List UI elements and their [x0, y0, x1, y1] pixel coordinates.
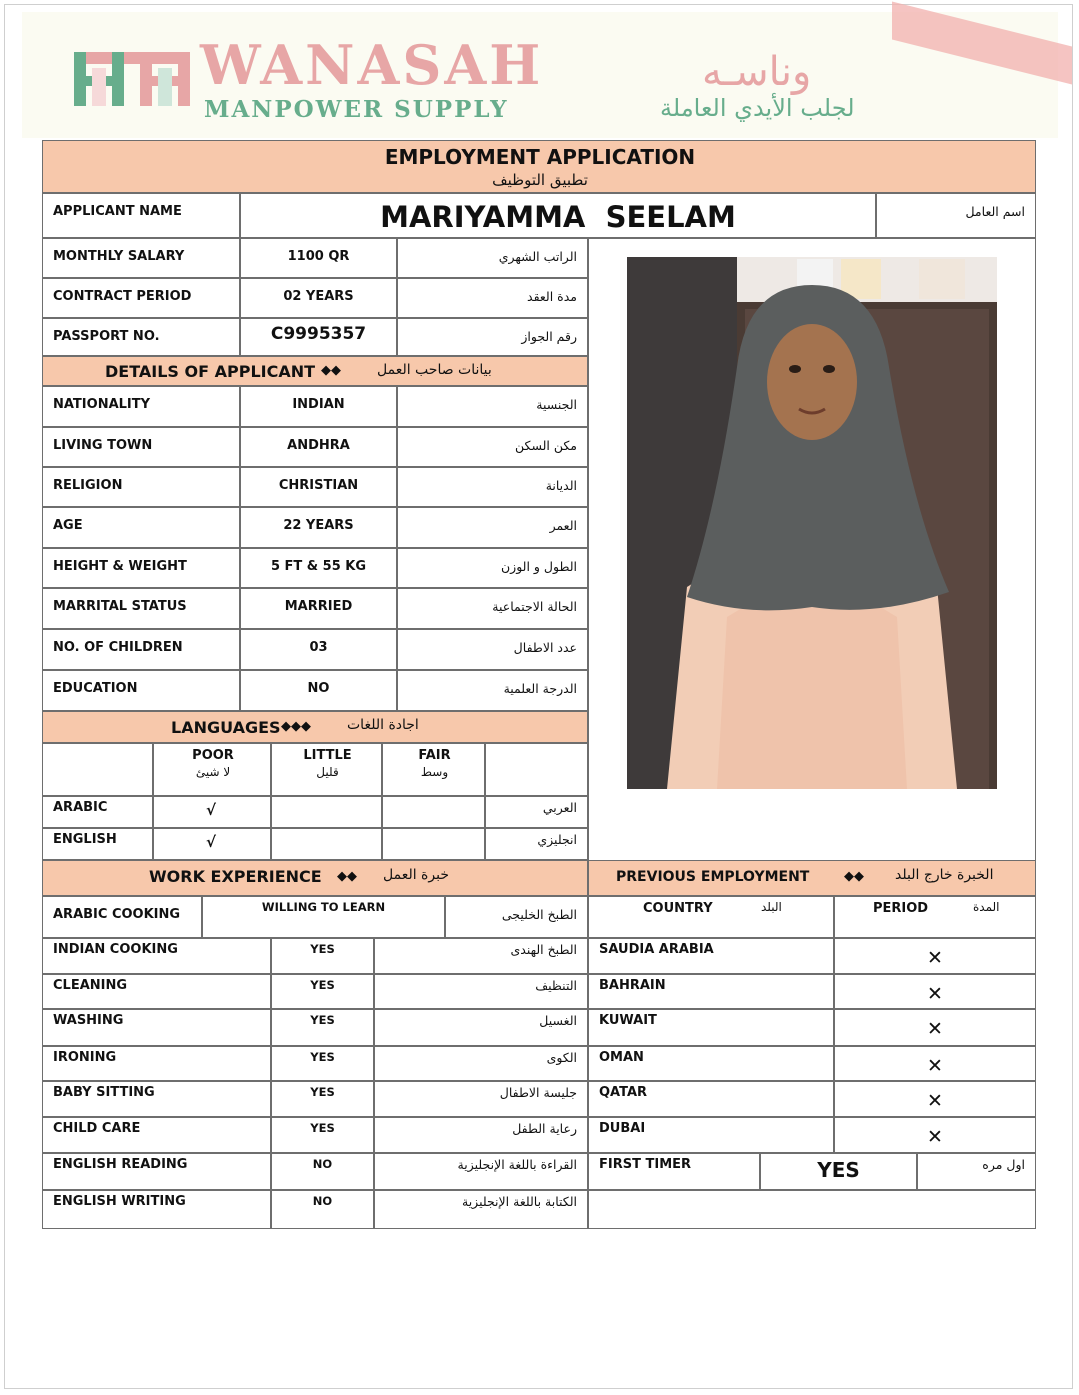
level-little-header: [271, 743, 382, 796]
living-town-arabic: مكن السكن: [397, 427, 588, 467]
brand-name: WANASAH: [200, 33, 544, 97]
height-weight-arabic: الطول و الوزن: [397, 548, 588, 588]
applicant-name-label: APPLICANT NAME: [42, 193, 240, 238]
brand-tagline: MANPOWER SUPPLY: [204, 96, 509, 123]
period-oman: [834, 1046, 1036, 1081]
banner-accent-stripe: [892, 2, 1072, 85]
languages-title: LANGUAGES: [171, 718, 281, 737]
languages-diamonds: ◆◆◆: [281, 719, 311, 734]
country-bahrain: BAHRAIN: [588, 974, 834, 1009]
first-timer-label: FIRST TIMER: [588, 1153, 760, 1190]
arabic-cooking-arabic: الطبخ الخليجى: [445, 896, 588, 938]
salary-label: MONTHLY SALARY: [42, 238, 240, 278]
previous-employment-header: [588, 860, 1036, 896]
level-little-arabic: قليل: [316, 765, 339, 779]
passport-label: PASSPORT NO.: [42, 318, 240, 356]
work-diamonds: ◆◆: [337, 869, 357, 884]
level-fair-label: FAIR: [418, 748, 451, 763]
languages-header: [42, 711, 588, 743]
brand-tagline-arabic: لجلب الأيدي العاملة: [660, 94, 855, 122]
arabic-cooking-value: WILLING TO LEARN: [202, 896, 445, 938]
period-bahrain-mark: ✕: [927, 983, 943, 1005]
period-header-arabic: المدة: [973, 900, 1000, 914]
period-saudi-arabia-mark: ✕: [927, 947, 943, 969]
arabic-fair-cell: [382, 796, 485, 828]
marital-status-arabic: الحالة الاجتماعية: [397, 588, 588, 629]
english-writing-value: NO: [271, 1190, 374, 1229]
living-town-value: ANDHRA: [240, 427, 397, 467]
level-blank-header: [485, 743, 588, 796]
children-label: NO. OF CHILDREN: [42, 629, 240, 670]
indian-cooking-arabic: الطبخ الهندى: [374, 938, 588, 974]
washing-arabic: الغسيل: [374, 1009, 588, 1046]
baby-sitting-label: BABY SITTING: [42, 1081, 271, 1117]
level-poor-header: [153, 743, 271, 796]
cleaning-value: YES: [271, 974, 374, 1009]
details-title-arabic: بيانات صاحب العمل: [377, 362, 492, 378]
previous-employment-diamonds: ◆◆: [844, 869, 864, 884]
period-dubai: [834, 1117, 1036, 1153]
passport-value: C9995357: [240, 318, 397, 356]
cleaning-arabic: التنظيف: [374, 974, 588, 1009]
brand-name-arabic: وناسـه: [702, 49, 812, 95]
education-label: EDUCATION: [42, 670, 240, 711]
children-value: 03: [240, 629, 397, 670]
age-label: AGE: [42, 507, 240, 548]
height-weight-label: HEIGHT & WEIGHT: [42, 548, 240, 588]
arabic-language-arabic: العربي: [485, 796, 588, 828]
contract-arabic: مدة العقد: [397, 278, 588, 318]
english-language-label: ENGLISH: [42, 828, 153, 860]
company-logo-icon: [72, 46, 192, 110]
period-column-header: [834, 896, 1036, 938]
level-fair-arabic: وسط: [420, 765, 449, 779]
details-header: [42, 356, 588, 386]
marital-status-value: MARRIED: [240, 588, 397, 629]
period-qatar-mark: ✕: [927, 1090, 943, 1112]
baby-sitting-arabic: جليسة الاطفال: [374, 1081, 588, 1117]
contract-value: 02 YEARS: [240, 278, 397, 318]
form-title: EMPLOYMENT APPLICATION: [384, 145, 696, 169]
period-qatar: [834, 1081, 1036, 1117]
period-header-label: PERIOD: [873, 901, 929, 916]
arabic-cooking-label: ARABIC COOKING: [42, 896, 202, 938]
children-arabic: عدد الاطفال: [397, 629, 588, 670]
baby-sitting-value: YES: [271, 1081, 374, 1117]
country-dubai: DUBAI: [588, 1117, 834, 1153]
cleaning-label: CLEANING: [42, 974, 271, 1009]
religion-arabic: الديانة: [397, 467, 588, 507]
english-poor-check: √: [153, 828, 271, 860]
contract-label: CONTRACT PERIOD: [42, 278, 240, 318]
arabic-poor-check: √: [153, 796, 271, 828]
first-timer-value: YES: [760, 1153, 917, 1190]
religion-value: CHRISTIAN: [240, 467, 397, 507]
nationality-value: INDIAN: [240, 386, 397, 427]
living-town-label: LIVING TOWN: [42, 427, 240, 467]
religion-label: RELIGION: [42, 467, 240, 507]
country-header-label: COUNTRY: [643, 901, 713, 916]
details-diamonds: ◆◆: [321, 363, 341, 378]
country-oman: OMAN: [588, 1046, 834, 1081]
english-reading-arabic: القراءة باللغة الإنجليزية: [374, 1153, 588, 1190]
english-fair-cell: [382, 828, 485, 860]
arabic-little-cell: [271, 796, 382, 828]
period-dubai-mark: ✕: [927, 1126, 943, 1148]
salary-value: 1100 QR: [240, 238, 397, 278]
country-header-arabic: البلد: [761, 900, 782, 914]
details-title: DETAILS OF APPLICANT: [105, 362, 316, 381]
form-title-arabic: تطبيق التوظيف: [492, 171, 588, 189]
form-title-bar: [42, 140, 1036, 193]
marital-status-label: MARRITAL STATUS: [42, 588, 240, 629]
ironing-value: YES: [271, 1046, 374, 1081]
english-writing-arabic: الكتابة باللغة الإنجليزية: [374, 1190, 588, 1229]
education-value: NO: [240, 670, 397, 711]
nationality-label: NATIONALITY: [42, 386, 240, 427]
age-value: 22 YEARS: [240, 507, 397, 548]
english-language-arabic: انجليزي: [485, 828, 588, 860]
english-reading-label: ENGLISH READING: [42, 1153, 271, 1190]
level-poor-arabic: لا شيئ: [195, 765, 231, 779]
washing-label: WASHING: [42, 1009, 271, 1046]
english-reading-value: NO: [271, 1153, 374, 1190]
height-weight-value: 5 FT & 55 KG: [240, 548, 397, 588]
applicant-name-value: MARIYAMMA SEELAM: [240, 193, 876, 238]
english-little-cell: [271, 828, 382, 860]
previous-employment-title: PREVIOUS EMPLOYMENT: [616, 869, 810, 885]
indian-cooking-value: YES: [271, 938, 374, 974]
level-little-label: LITTLE: [303, 748, 352, 763]
education-arabic: الدرجة العلمية: [397, 670, 588, 711]
washing-value: YES: [271, 1009, 374, 1046]
period-oman-mark: ✕: [927, 1055, 943, 1077]
period-kuwait-mark: ✕: [927, 1018, 943, 1040]
child-care-label: CHILD CARE: [42, 1117, 271, 1153]
arabic-language-label: ARABIC: [42, 796, 153, 828]
nationality-arabic: الجنسية: [397, 386, 588, 427]
previous-employment-blank: [588, 1190, 1036, 1229]
country-kuwait: KUWAIT: [588, 1009, 834, 1046]
period-kuwait: [834, 1009, 1036, 1046]
country-saudi-arabia: SAUDIA ARABIA: [588, 938, 834, 974]
english-writing-label: ENGLISH WRITING: [42, 1190, 271, 1229]
period-bahrain: [834, 974, 1036, 1009]
child-care-arabic: رعاية الطفل: [374, 1117, 588, 1153]
languages-title-arabic: اجادة اللغات: [347, 717, 419, 733]
applicant-name-arabic: اسم العامل: [876, 193, 1036, 238]
work-title-arabic: خبرة العمل: [383, 867, 449, 883]
ironing-arabic: الكوى: [374, 1046, 588, 1081]
passport-arabic: رقم الجواز: [397, 318, 588, 356]
company-banner: [22, 12, 1058, 138]
child-care-value: YES: [271, 1117, 374, 1153]
languages-corner: [42, 743, 153, 796]
salary-arabic: الراتب الشهري: [397, 238, 588, 278]
level-poor-label: POOR: [192, 748, 234, 763]
indian-cooking-label: INDIAN COOKING: [42, 938, 271, 974]
applicant-photo: [627, 257, 997, 789]
country-column-header: [588, 896, 834, 938]
work-header: [42, 860, 588, 896]
first-timer-arabic: اول مره: [917, 1153, 1036, 1190]
ironing-label: IRONING: [42, 1046, 271, 1081]
level-fair-header: [382, 743, 485, 796]
period-saudi-arabia: [834, 938, 1036, 974]
age-arabic: العمر: [397, 507, 588, 548]
work-title: WORK EXPERIENCE: [149, 867, 322, 886]
previous-employment-arabic: الخبرة خارج البلد: [895, 867, 994, 883]
country-qatar: QATAR: [588, 1081, 834, 1117]
